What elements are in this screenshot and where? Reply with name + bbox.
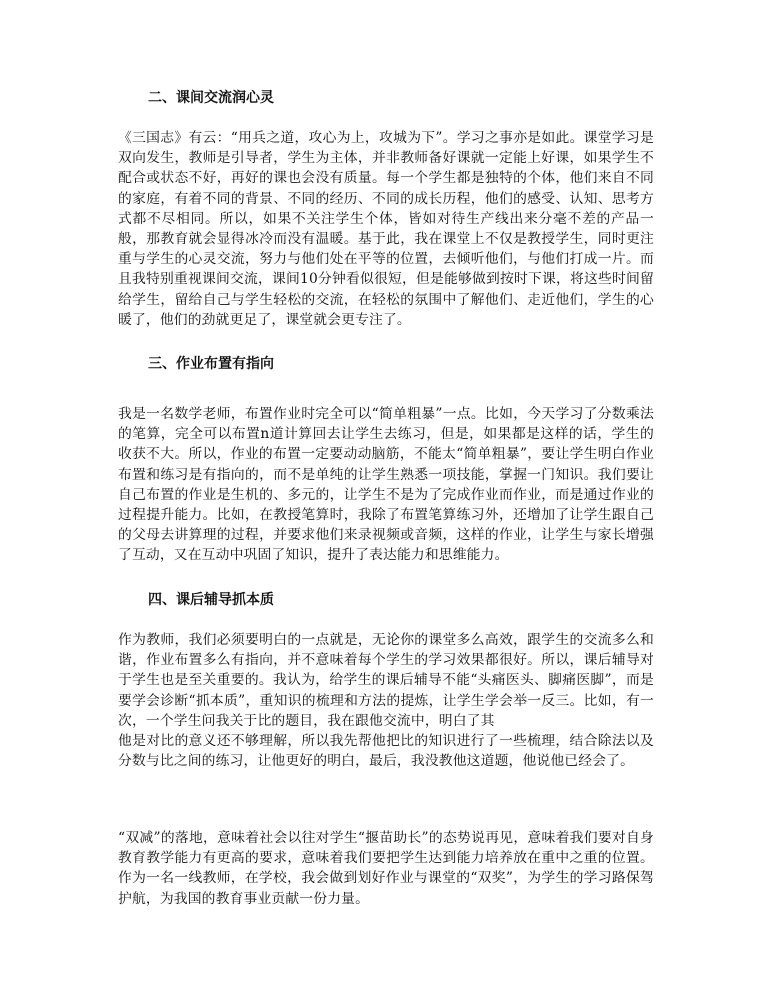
conclusion-paragraph: “双减”的落地，意味着社会以往对学生“揠苗助长”的态势说再见，意味着我们要对自身教育教学能力有更高的要求，意味着我们要把学生达到能力培养放在重中之重的位置。作为一名一线教师，在学校，我会做到划好作业与课堂的“双奖”，为学生的学习路保驾护航，为我国的教育事业贡献一份力量。 bbox=[118, 830, 654, 907]
section-heading-4: 四、课后辅导抓本质 bbox=[148, 592, 274, 608]
section-heading-3: 三、作业布置有指向 bbox=[148, 356, 274, 372]
section-body-4: 作为教师，我们必须要明白的一点就是，无论你的课堂多么高效，跟学生的交流多么和谐，作业布置多么有指向，并不意味着每个学生的学习效果都很好。所以，课后辅导对于学生也是至关重要的。我认为，给学生的课后辅导不能“头痛医头、脚痛医脚”，而是要学会诊断“抓本质”，重知识的梳理和方法的提炼，让学生学会举一反三。比如，有一次，一个学生问我关于比的题目，我在跟他交流中，明白了其 他是对比的意义还不够理解，所以我先帮他把比的知识进行了一些梳理，结合除法以及分数与比之间的练习，让他更好的明白，最后，我没教他这道题，他说他已经会了。 bbox=[118, 632, 654, 770]
section-heading-2: 二、课间交流润心灵 bbox=[148, 90, 274, 106]
section-body-2: 《三国志》有云：“用兵之道，攻心为上，攻城为下”。学习之事亦是如此。课堂学习是双向发生，教师是引导者，学生为主体，并非教师备好课就一定能上好课，如果学生不配合或状态不好，再好的课也会没有质量。每一个学生都是独特的个体，他们来自不同的家庭，有着不同的背景、不同的经历、不同的成长历程，他们的感受、认知、思考方式都不尽相同。所以，如果不关注学生个体，皆如对待生产线出来分毫不差的产品一般，那教育就会显得冰冷而没有温暖。基于此，我在课堂上不仅是教授学生，同时更注重与学生的心灵交流，努力与他们处在平等的位置，去倾听他们，与他们打成一片。而且我特别重视课间交流，课间10分钟看似很短，但是能够做到按时下课，将这些时间留给学生，留给自己与学生轻松的交流，在轻松的氛围中了解他们、走近他们，学生的心暖了，他们的劲就更足了，课堂就会更专注了。 bbox=[118, 130, 654, 328]
section-body-3: 我是一名数学老师，布置作业时完全可以“简单粗暴”一点。比如，今天学习了分数乘法的笔算，完全可以布置n道计算回去让学生去练习，但是，如果都是这样的话，学生的收获不大。所以，作业的布置一定要动动脑筋，不能太“简单粗暴”，要让学生明白作业布置和练习是有指向的，而不是单纯的让学生熟悉一项技能，掌握一门知识。我们要让自己布置的作业是生机的、多元的，让学生不是为了完成作业而作业，而是通过作业的过程提升能力。比如，在教授笔算时，我除了布置笔算练习外，还增加了让学生跟自己的父母去讲算理的过程，并要求他们来录视频或音频，这样的作业，让学生与家长增强了互动，又在互动中巩固了知识，提升了表达能力和思维能力。 bbox=[118, 406, 654, 564]
